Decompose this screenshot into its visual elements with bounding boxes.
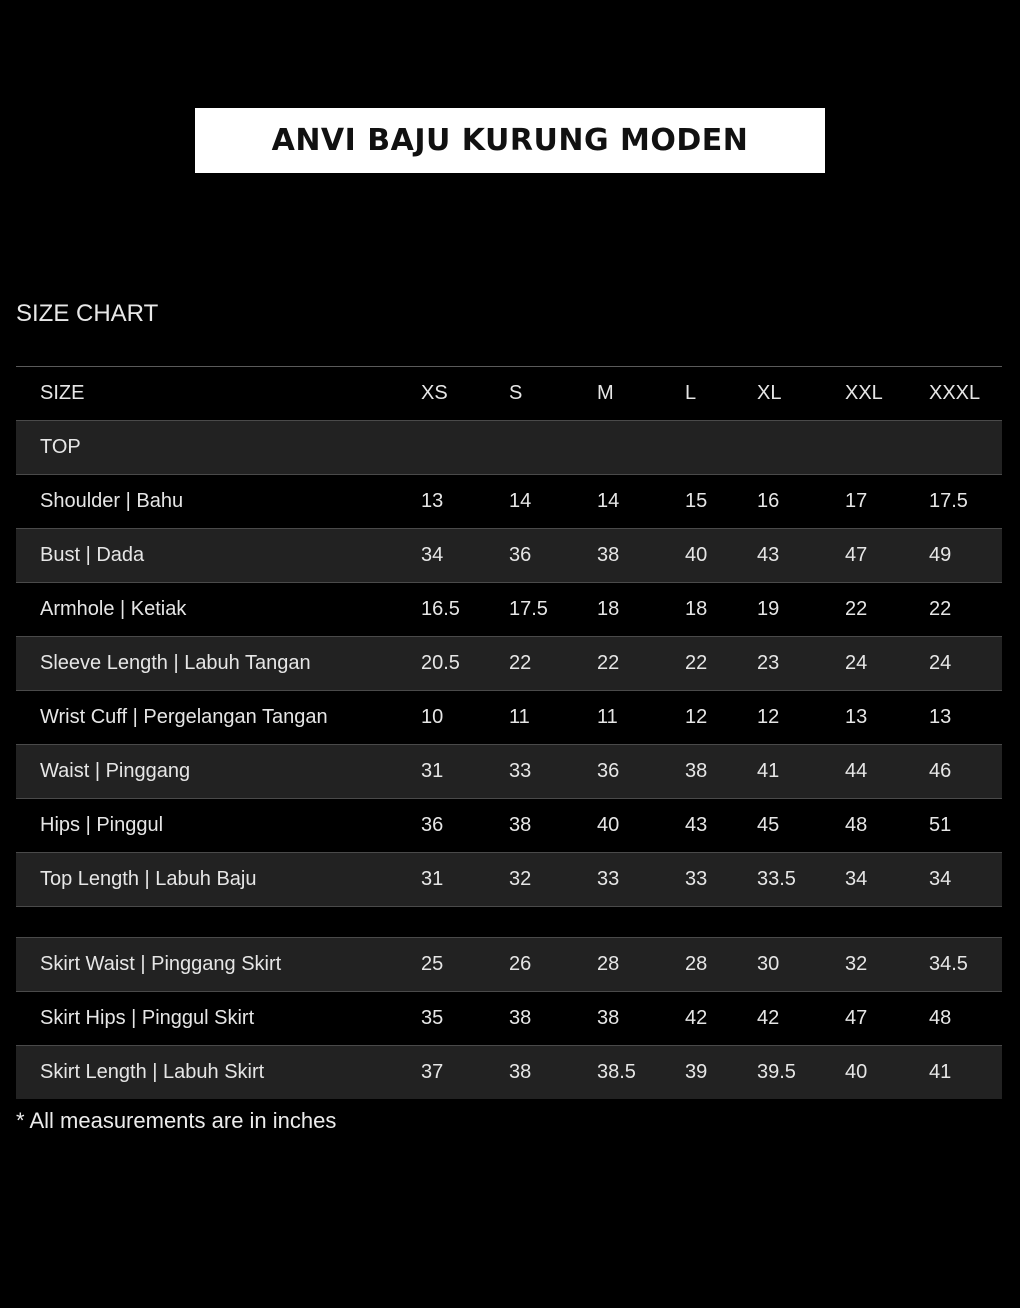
header-cell-xxxl: XXXL — [929, 382, 981, 404]
value-cell-s: 22 — [509, 652, 532, 674]
value-cell-xxl: 17 — [845, 490, 868, 512]
row-label: Skirt Hips | Pinggul Skirt — [40, 1007, 255, 1029]
table-row — [16, 691, 1002, 745]
table-row — [16, 745, 1002, 799]
value-cell-m: 38 — [597, 1007, 620, 1029]
value-cell-l: 22 — [685, 652, 708, 674]
value-cell-xl: 33.5 — [757, 868, 796, 890]
table-header-row — [16, 367, 1002, 421]
row-label: Skirt Waist | Pinggang Skirt — [40, 953, 282, 975]
size-chart-table — [16, 366, 1002, 1099]
value-cell-m: 11 — [597, 706, 618, 728]
value-cell-xxl: 44 — [845, 760, 868, 782]
value-cell-s: 11 — [509, 706, 530, 728]
value-cell-xl: 45 — [757, 814, 780, 836]
value-cell-xxl: 34 — [845, 868, 868, 890]
value-cell-xxl: 13 — [845, 706, 868, 728]
section-heading: SIZE CHART — [16, 300, 159, 327]
row-label: Bust | Dada — [40, 544, 145, 566]
value-cell-xxxl: 13 — [929, 706, 952, 728]
value-cell-xs: 35 — [421, 1007, 444, 1029]
value-cell-xxxl: 46 — [929, 760, 952, 782]
row-label: Sleeve Length | Labuh Tangan — [40, 652, 311, 674]
value-cell-xxxl: 24 — [929, 652, 952, 674]
value-cell-xxl: 22 — [845, 598, 868, 620]
value-cell-xxxl: 34 — [929, 868, 952, 890]
table-row — [16, 529, 1002, 583]
value-cell-s: 38 — [509, 814, 532, 836]
value-cell-xxxl: 17.5 — [929, 490, 968, 512]
section-spacer — [16, 907, 1002, 938]
value-cell-xl: 43 — [757, 544, 780, 566]
value-cell-xl: 23 — [757, 652, 780, 674]
table-row — [16, 799, 1002, 853]
header-cell-xxl: XXL — [845, 382, 883, 404]
table-row — [16, 992, 1002, 1046]
value-cell-xs: 20.5 — [421, 652, 460, 674]
value-cell-xs: 37 — [421, 1061, 444, 1083]
value-cell-m: 40 — [597, 814, 620, 836]
value-cell-s: 33 — [509, 760, 532, 782]
value-cell-l: 28 — [685, 953, 708, 975]
value-cell-xl: 12 — [757, 706, 780, 728]
value-cell-xxl: 32 — [845, 953, 868, 975]
row-label: Top Length | Labuh Baju — [40, 868, 257, 890]
value-cell-xs: 16.5 — [421, 598, 460, 620]
value-cell-m: 18 — [597, 598, 620, 620]
value-cell-xs: 10 — [421, 706, 444, 728]
table-row — [16, 1046, 1002, 1099]
value-cell-l: 18 — [685, 598, 708, 620]
value-cell-xs: 13 — [421, 490, 444, 512]
value-cell-xs: 31 — [421, 868, 444, 890]
header-cell-xs: XS — [421, 382, 448, 404]
value-cell-xl: 16 — [757, 490, 780, 512]
header-cell-size: SIZE — [40, 382, 85, 404]
value-cell-m: 14 — [597, 490, 620, 512]
table-row — [16, 475, 1002, 529]
top-measurements — [16, 475, 1002, 907]
value-cell-xl: 19 — [757, 598, 780, 620]
value-cell-xs: 31 — [421, 760, 444, 782]
value-cell-s: 32 — [509, 868, 532, 890]
value-cell-s: 38 — [509, 1061, 532, 1083]
value-cell-m: 28 — [597, 953, 620, 975]
value-cell-xxxl: 51 — [929, 814, 952, 836]
value-cell-l: 39 — [685, 1061, 708, 1083]
value-cell-m: 36 — [597, 760, 620, 782]
value-cell-s: 26 — [509, 953, 532, 975]
value-cell-xxxl: 22 — [929, 598, 952, 620]
value-cell-xxl: 48 — [845, 814, 868, 836]
value-cell-l: 43 — [685, 814, 708, 836]
table-row — [16, 853, 1002, 907]
value-cell-l: 42 — [685, 1007, 708, 1029]
group-label: TOP — [40, 436, 81, 458]
table-row — [16, 637, 1002, 691]
row-label: Wrist Cuff | Pergelangan Tangan — [40, 706, 328, 728]
value-cell-xxl: 47 — [845, 544, 868, 566]
value-cell-m: 22 — [597, 652, 620, 674]
value-cell-l: 12 — [685, 706, 708, 728]
header-cell-l: L — [685, 382, 697, 404]
value-cell-l: 15 — [685, 490, 708, 512]
value-cell-m: 38 — [597, 544, 620, 566]
value-cell-xl: 39.5 — [757, 1061, 796, 1083]
value-cell-m: 38.5 — [597, 1061, 636, 1083]
row-label: Armhole | Ketiak — [40, 598, 187, 620]
value-cell-s: 17.5 — [509, 598, 548, 620]
skirt-measurements — [16, 938, 1002, 1099]
page-title: ANVI BAJU KURUNG MODEN — [271, 123, 749, 158]
group-row-top — [16, 421, 1002, 475]
value-cell-xs: 34 — [421, 544, 444, 566]
value-cell-xxl: 24 — [845, 652, 868, 674]
value-cell-xl: 30 — [757, 953, 780, 975]
value-cell-l: 33 — [685, 868, 708, 890]
value-cell-xl: 42 — [757, 1007, 780, 1029]
table-row — [16, 583, 1002, 637]
value-cell-l: 40 — [685, 544, 708, 566]
value-cell-xl: 41 — [757, 760, 780, 782]
value-cell-s: 14 — [509, 490, 532, 512]
value-cell-xxxl: 49 — [929, 544, 952, 566]
value-cell-s: 38 — [509, 1007, 532, 1029]
header-cell-s: S — [509, 382, 523, 404]
title-banner — [195, 108, 825, 173]
value-cell-l: 38 — [685, 760, 708, 782]
row-label: Hips | Pinggul — [40, 814, 164, 836]
value-cell-xxxl: 34.5 — [929, 953, 968, 975]
row-label: Waist | Pinggang — [40, 760, 191, 782]
header-cell-xl: XL — [757, 382, 782, 404]
value-cell-s: 36 — [509, 544, 532, 566]
table-row — [16, 938, 1002, 992]
row-label: Shoulder | Bahu — [40, 490, 184, 512]
value-cell-xxl: 47 — [845, 1007, 868, 1029]
value-cell-xs: 36 — [421, 814, 444, 836]
value-cell-xxl: 40 — [845, 1061, 868, 1083]
measurement-note: * All measurements are in inches — [16, 1108, 337, 1133]
header-cell-m: M — [597, 382, 614, 404]
row-label: Skirt Length | Labuh Skirt — [40, 1061, 265, 1083]
value-cell-m: 33 — [597, 868, 620, 890]
value-cell-xxxl: 41 — [929, 1061, 952, 1083]
value-cell-xs: 25 — [421, 953, 444, 975]
value-cell-xxxl: 48 — [929, 1007, 952, 1029]
